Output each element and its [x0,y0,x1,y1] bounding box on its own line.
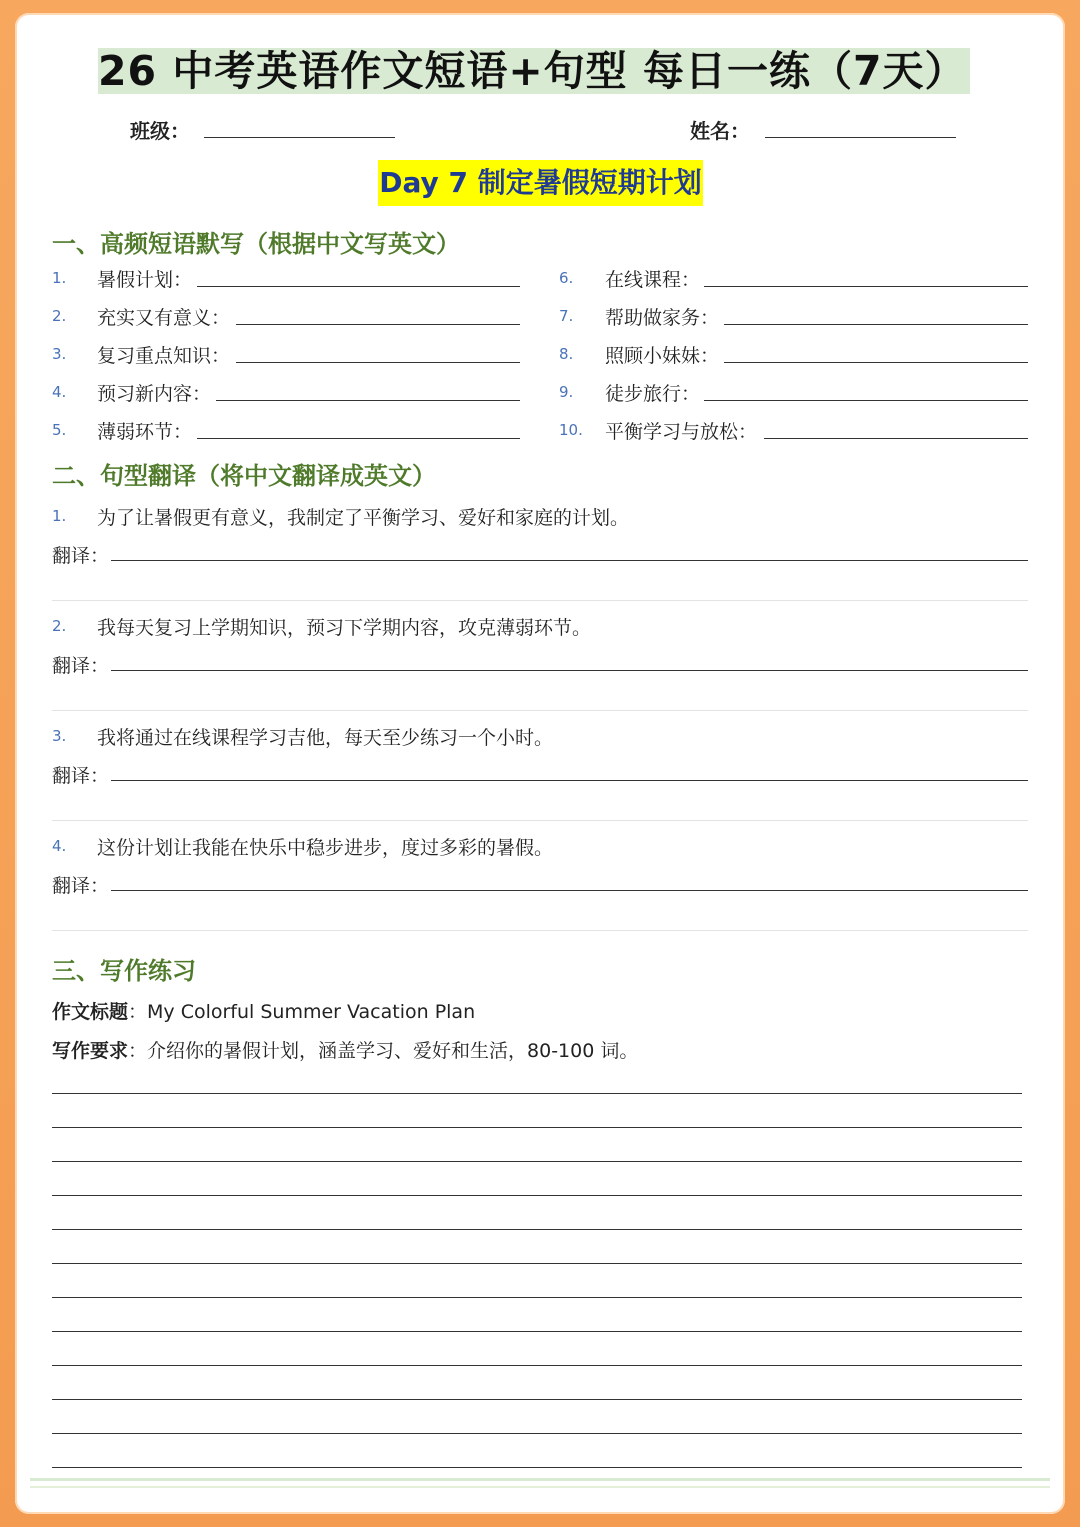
sentence-text: 为了让暑假更有意义，我制定了平衡学习、爱好和家庭的计划。 [97,507,630,529]
divider [52,930,1028,931]
worksheet-title: 26 中考英语作文短语+句型 每日一练（7天） [98,48,970,94]
writing-line[interactable] [52,1229,1022,1230]
translation-line[interactable] [111,560,1028,561]
writing-line[interactable] [52,1467,1022,1468]
phrase-text: 薄弱环节： [97,421,193,443]
essay-topic [52,997,475,1024]
writing-line[interactable] [52,1093,1022,1094]
writing-line[interactable] [52,1433,1022,1434]
sentence-text: 我每天复习上学期知识，预习下学期内容，攻克薄弱环节。 [97,617,592,639]
phrase-text: 帮助做家务： [605,307,720,329]
phrase-answer-line[interactable] [704,400,1028,401]
phrase-num: 10. [559,421,583,439]
sentence-num: 4. [52,837,67,855]
translation-line[interactable] [111,780,1028,781]
phrase-text: 徒步旅行： [605,383,701,405]
phrase-answer-line[interactable] [764,438,1028,439]
writing-line[interactable] [52,1127,1022,1128]
section2-title: 二、句型翻译（将中文翻译成英文） [52,462,436,490]
day-badge: Day 7 制定暑假短期计划 [378,160,703,206]
phrase-num: 6. [559,269,574,287]
phrase-text: 预习新内容： [97,383,212,405]
essay-requirement-text: ：介绍你的暑假计划，涵盖学习、爱好和生活，80-100 词。 [128,1040,639,1062]
phrase-answer-line[interactable] [724,362,1028,363]
sentence-num: 2. [52,617,67,635]
phrase-text: 充实又有意义： [97,307,231,329]
writing-line[interactable] [52,1297,1022,1298]
phrase-answer-line[interactable] [197,438,520,439]
phrase-num: 7. [559,307,574,325]
writing-line[interactable] [52,1195,1022,1196]
phrase-num: 3. [52,345,67,363]
essay-requirement-label: 写作要求 [52,1040,129,1062]
phrase-num: 2. [52,307,67,325]
sentence-text: 这份计划让我能在快乐中稳步进步，度过多彩的暑假。 [97,837,554,859]
phrase-num: 9. [559,383,574,401]
phrase-text: 照顾小妹妹： [605,345,720,367]
name-label: 姓名： [690,119,750,143]
writing-line[interactable] [52,1161,1022,1162]
phrase-num: 1. [52,269,67,287]
phrase-num: 8. [559,345,574,363]
essay-requirement [52,1036,638,1063]
sentence-text: 我将通过在线课程学习吉他，每天至少练习一个小时。 [97,727,554,749]
phrase-answer-line[interactable] [236,362,520,363]
phrase-num: 5. [52,421,67,439]
sentence-num: 3. [52,727,67,745]
section1-title: 一、高频短语默写（根据中文写英文） [52,230,460,258]
translate-label: 翻译： [52,765,110,787]
writing-line[interactable] [52,1263,1022,1264]
phrase-text: 复习重点知识： [97,345,231,367]
translate-label: 翻译： [52,875,110,897]
phrase-text: 平衡学习与放松： [605,421,758,443]
divider [52,710,1028,711]
translation-line[interactable] [111,670,1028,671]
bottom-decoration [30,1486,1050,1488]
phrase-answer-line[interactable] [236,324,520,325]
translate-label: 翻译： [52,655,110,677]
class-field[interactable] [204,137,395,138]
section3-title: 三、写作练习 [52,957,196,985]
phrase-text: 暑假计划： [97,269,193,291]
bottom-decoration [30,1478,1050,1481]
phrase-answer-line[interactable] [216,400,520,401]
writing-line[interactable] [52,1365,1022,1366]
translate-label: 翻译： [52,545,110,567]
writing-line[interactable] [52,1399,1022,1400]
sentence-num: 1. [52,507,67,525]
translation-line[interactable] [111,890,1028,891]
divider [52,600,1028,601]
essay-topic-text: ：My Colorful Summer Vacation Plan [128,1001,476,1023]
phrase-answer-line[interactable] [197,286,520,287]
phrase-answer-line[interactable] [724,324,1028,325]
phrase-num: 4. [52,383,67,401]
essay-topic-label: 作文标题 [52,1001,129,1023]
name-field[interactable] [765,137,956,138]
phrase-answer-line[interactable] [704,286,1028,287]
writing-line[interactable] [52,1331,1022,1332]
divider [52,820,1028,821]
phrase-text: 在线课程： [605,269,701,291]
class-label: 班级： [130,119,190,143]
